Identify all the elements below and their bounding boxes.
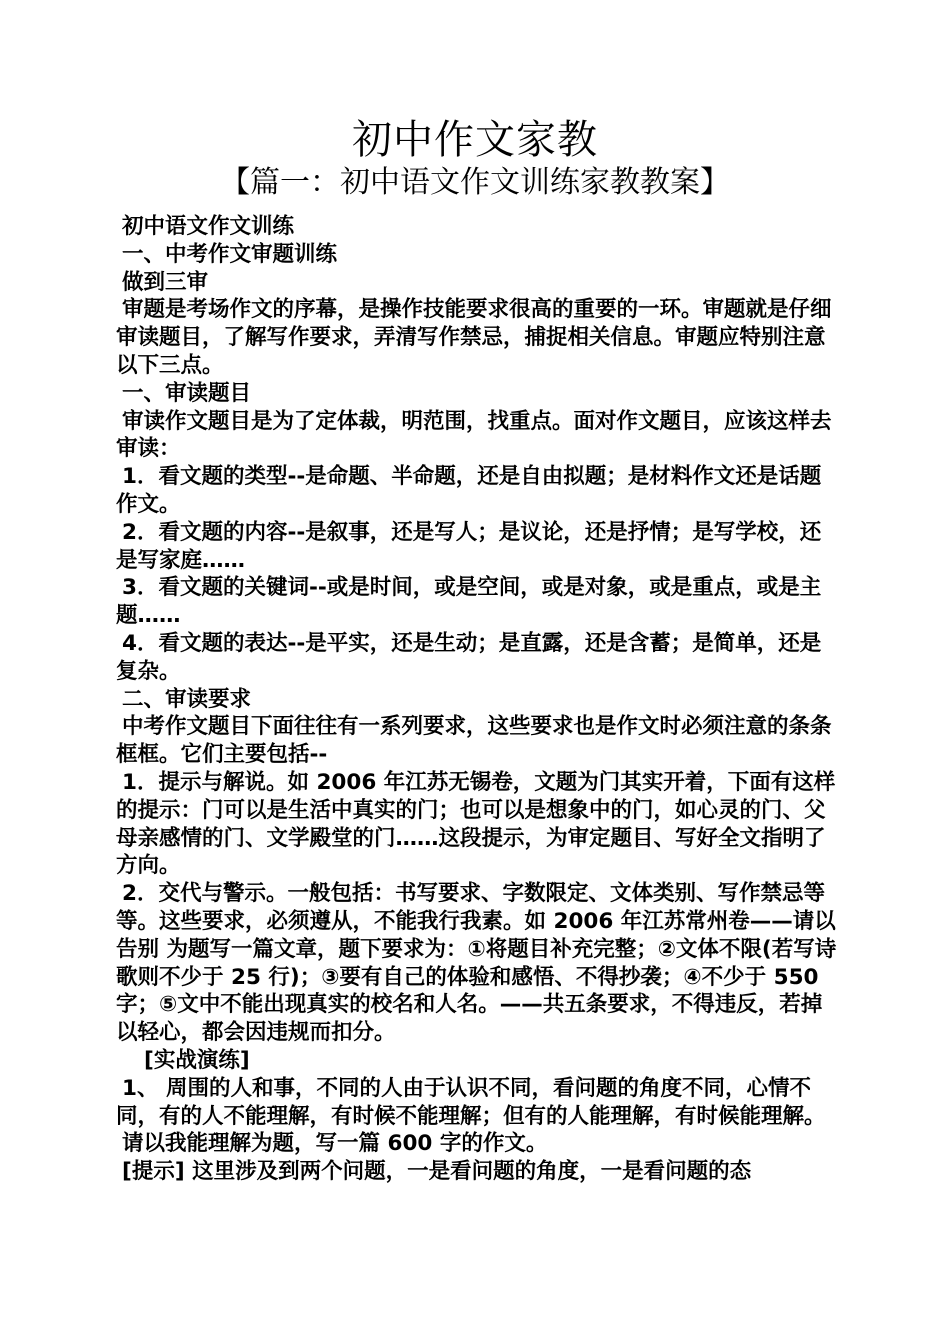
practice-tip: [提示] 这里涉及到两个问题，一是看问题的角度，一是看问题的态 — [122, 1159, 752, 1185]
practice-prompt: 请以我能理解为题，写一篇 600 字的作文。 — [122, 1131, 548, 1157]
document-body — [116, 213, 838, 1186]
heading-practice: [实战演练] — [144, 1047, 250, 1073]
list-item-3: 3．看文题的关键词--或是时间，或是空间，或是对象，或是重点，或是主题…… — [116, 575, 822, 629]
list-item-2: 2．看文题的内容--是叙事，还是写人；是议论，还是抒情；是写学校，还是写家庭…… — [116, 519, 822, 573]
paragraph-review-title: 审读作文题目是为了定体裁，明范围，找重点。面对作文题目，应该这样去审读： — [116, 408, 832, 462]
document-title: 初中作文家教 — [352, 117, 598, 163]
list-item-1: 1．看文题的类型--是命题、半命题，还是自由拟题；是材料作文还是话题作文。 — [116, 464, 822, 517]
paragraph-intro: 审题是考场作文的序幕，是操作技能要求很高的重要的一环。审题就是仔细审读题目，了解写作要求，弄清写作禁忌，捕捉相关信息。审题应特别注意以下三点。 — [116, 297, 832, 378]
list-item-hints: 1．提示与解说。如 2006 年江苏无锡卷，文题为门其实开着，下面有这样的提示：门可以是生活中真实的门；也可以是想象中的门，如心灵的门、父母亲感情的门、文学殿堂的门……这段提示，为审定题目、写好全文指明了方向。 — [116, 769, 836, 879]
list-item-4: 4．看文题的表达--是平实，还是生动；是直露，还是含蓄；是简单，还是复杂。 — [116, 630, 822, 684]
heading-section-1: 一、中考作文审题训练 — [122, 241, 338, 267]
practice-item-1: 1、 周围的人和事，不同的人由于认识不同，看问题的角度不同，心情不同，有的人不能理解，有时候不能理解；但有的人能理解，有时候能理解。 — [116, 1075, 826, 1129]
paragraph-requirements: 中考作文题目下面往往有一系列要求，这些要求也是作文时必须注意的条条框框。它们主要包括-- — [116, 714, 832, 768]
list-item-warnings: 2．交代与警示。一般包括：书写要求、字数限定、文体类别、写作禁忌等等。这些要求，必须遵从，不能我行我素。如 2006 年江苏常州卷——请以告别 为题写一篇文章，题下要求为：①将题目补充完整；②文体不限(若写诗歌则不少于 25 行)；③要有自己的体验和感悟、不得抄袭；④不少于 550 字；⑤文中不能出现真实的校名和人名。——共五条要求，不得违反，若掉以轻心，都会因违规而扣分。 — [116, 881, 837, 1046]
heading-review-title: 一、审读题目 — [122, 380, 252, 406]
heading-review-requirements: 二、审读要求 — [122, 686, 252, 712]
heading-training: 初中语文作文训练 — [122, 214, 295, 239]
document-subtitle: 【篇一：初中语文作文训练家教教案】 — [220, 165, 730, 200]
heading-three-reviews: 做到三审 — [122, 269, 209, 295]
